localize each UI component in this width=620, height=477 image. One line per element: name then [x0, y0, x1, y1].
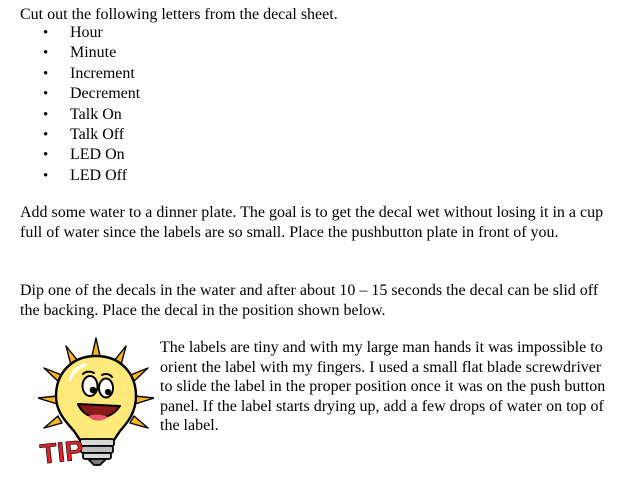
list-item: • Decrement [0, 84, 140, 104]
tip-paragraph: The labels are tiny and with my large man hands it was impossible to orient the label with my fingers. I used a small flat blade screwdriver to slide the label in the proper position once it was on the push button panel. If the label starts drying up, add a few drops of water on top of the label. [160, 339, 606, 434]
bulb-base [80, 439, 114, 465]
tip-lightbulb-illustration [38, 336, 154, 468]
list-item: • Hour [0, 23, 140, 43]
list-item: • Talk On [0, 105, 140, 125]
dip-paragraph: Dip one of the decals in the water and after about 10 – 15 seconds the decal can be slid off the backing. Place the decal in the position shown below. [20, 282, 599, 319]
list-item: • Increment [0, 64, 140, 84]
list-item: • LED On [0, 145, 140, 165]
letters-list [0, 23, 140, 186]
tip-badge: TIP [38, 434, 86, 468]
lightbulb-icon [38, 336, 154, 468]
list-item: • LED Off [0, 166, 140, 186]
list-item: • Talk Off [0, 125, 140, 145]
intro-text: Cut out the following letters from the decal sheet. [20, 6, 338, 23]
water-paragraph: Add some water to a dinner plate. The goal is to get the decal wet without losing it in a cup full of water since the labels are so small. Place the pushbutton plate in front of you. [20, 204, 604, 241]
list-item: • Minute [0, 43, 140, 63]
bulb-glass [56, 356, 136, 440]
